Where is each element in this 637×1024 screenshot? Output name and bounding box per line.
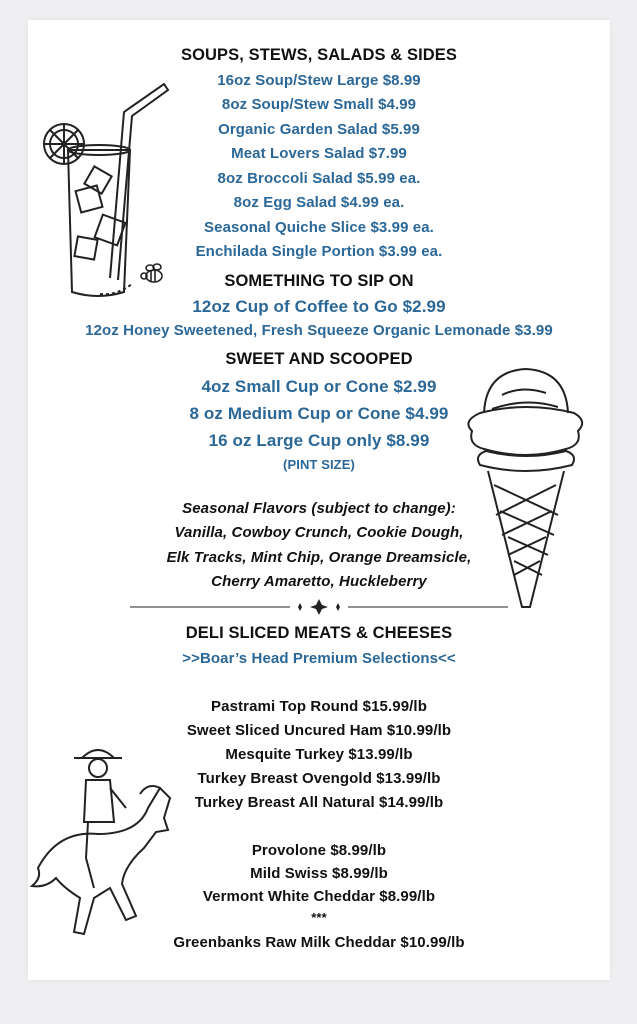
soups-item: 8oz Egg Salad $4.99 ea. — [233, 194, 405, 211]
deli-heading: DELI SLICED MEATS & CHEESES — [185, 624, 453, 642]
cowboy-on-horse-icon — [28, 738, 178, 938]
soups-item: 8oz Broccoli Salad $5.99 ea. — [217, 170, 421, 187]
flavors-line: Cherry Amaretto, Huckleberry — [211, 573, 427, 590]
meat-item: Mesquite Turkey $13.99/lb — [225, 746, 413, 763]
soups-item: 8oz Soup/Stew Small $4.99 — [221, 96, 417, 113]
divider-ornament-icon — [130, 598, 508, 616]
cheese-item: Vermont White Cheddar $8.99/lb — [202, 888, 436, 905]
sweet-heading: SWEET AND SCOOPED — [225, 350, 413, 368]
sip-item: 12oz Honey Sweetened, Fresh Squeeze Organic Lemonade $3.99 — [85, 322, 553, 339]
soups-heading: SOUPS, STEWS, SALADS & SIDES — [180, 46, 457, 64]
flavors-line: Elk Tracks, Mint Chip, Orange Dreamsicle, — [166, 549, 472, 566]
soups-item: Meat Lovers Salad $7.99 — [231, 145, 407, 162]
sweet-item: 16 oz Large Cup only $8.99 — [208, 431, 430, 450]
meat-item: Turkey Breast Ovengold $13.99/lb — [197, 770, 441, 787]
soups-item: Organic Garden Salad $5.99 — [218, 121, 420, 138]
flavors-line: Vanilla, Cowboy Crunch, Cookie Dough, — [174, 524, 464, 541]
meat-item: Pastrami Top Round $15.99/lb — [211, 698, 427, 715]
pint-size-note: (PINT SIZE) — [283, 457, 355, 472]
sip-item: 12oz Cup of Coffee to Go $2.99 — [192, 297, 446, 316]
flavors-line: Seasonal Flavors (subject to change): — [182, 500, 456, 517]
meat-item: Turkey Breast All Natural $14.99/lb — [194, 794, 444, 811]
soups-item: Enchilada Single Portion $3.99 ea. — [195, 243, 443, 260]
deli-subheading: >>Boar’s Head Premium Selections<< — [182, 650, 456, 667]
soups-item: Seasonal Quiche Slice $3.99 ea. — [204, 219, 434, 236]
separator: *** — [311, 910, 327, 925]
cheese-item: Provolone $8.99/lb — [251, 842, 387, 859]
soups-item: 16oz Soup/Stew Large $8.99 — [217, 72, 421, 89]
sweet-item: 4oz Small Cup or Cone $2.99 — [201, 377, 437, 396]
cheese-item: Mild Swiss $8.99/lb — [250, 865, 388, 882]
sip-heading: SOMETHING TO SIP ON — [224, 272, 414, 290]
meat-item: Sweet Sliced Uncured Ham $10.99/lb — [186, 722, 452, 739]
special-cheese-item: Greenbanks Raw Milk Cheddar $10.99/lb — [173, 934, 465, 951]
sweet-item: 8 oz Medium Cup or Cone $4.99 — [189, 404, 449, 423]
